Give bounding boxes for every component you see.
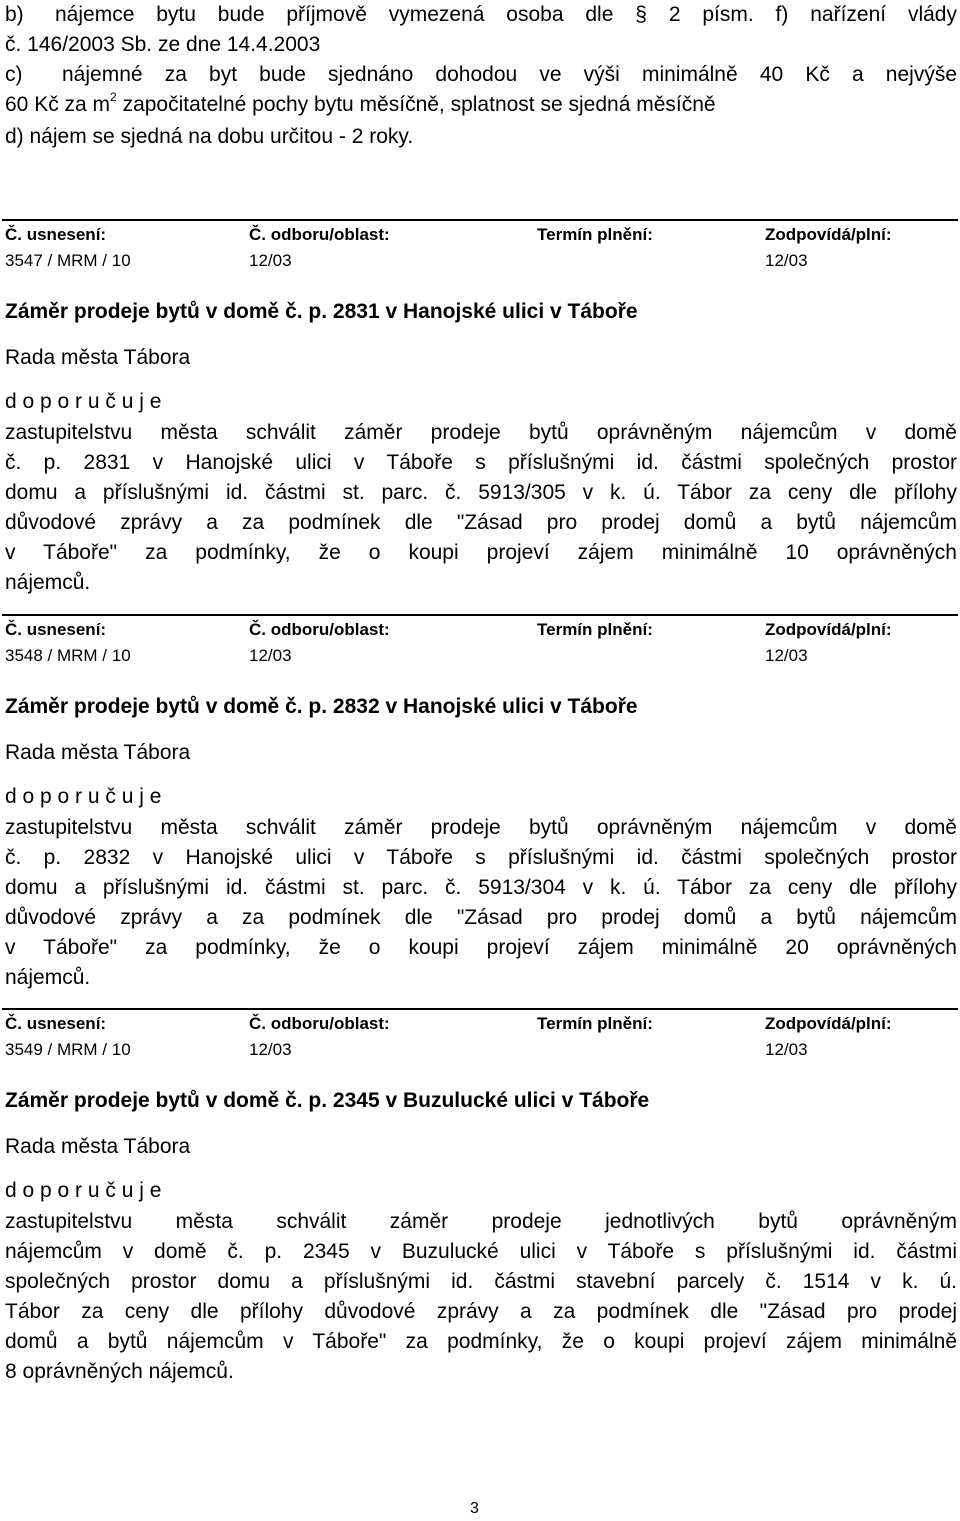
- resolution-header: Č. usnesení: Č. odboru/oblast: Termín plnění: Zodpovídá/plní:: [5, 620, 892, 639]
- resolution-header: Č. usnesení: Č. odboru/oblast: Termín plnění: Zodpovídá/plní:: [5, 225, 892, 244]
- resolution-title: Záměr prodeje bytů v domě č. p. 2832 v Hanojské ulici v Táboře: [5, 695, 638, 718]
- resolution-header: Č. usnesení: Č. odboru/oblast: Termín plnění: Zodpovídá/plní:: [5, 1014, 892, 1033]
- department-value: 12/03: [249, 1040, 292, 1059]
- recommendation-verb: d o p o r u č u j e: [5, 1179, 162, 1202]
- department-value: 12/03: [249, 251, 292, 270]
- resolution-block: [5, 614, 957, 993]
- section-sign: §: [635, 3, 647, 26]
- intro-conditions: [5, 0, 957, 152]
- resolution-text: zastupitelstvu města schválit záměr prodeje bytů oprávněným nájemcům v domě č. p. 2832 v Hanojské ulici v Táboře s příslušnými id. částmi společných prostor domu a příslušnými id. částmi st. parc. č. 5913/304 v k. ú. Tábor za ceny dle přílohy důvodové zprávy a za podmínek dle "Zásad pro prodej domů a bytů nájemcům v Táboře" za podmínky, že o koupi projeví zájem minimálně 20 oprávněných nájemců.: [5, 816, 957, 989]
- divider: [2, 614, 958, 616]
- council-name: Rada města Tábora: [5, 741, 191, 764]
- page-number: 3: [470, 1500, 479, 1517]
- divider: [2, 1008, 958, 1010]
- resolution-title: Záměr prodeje bytů v domě č. p. 2831 v Hanojské ulici v Táboře: [5, 300, 638, 323]
- resolution-block: [5, 1008, 957, 1387]
- department-value: 12/03: [249, 646, 292, 665]
- resolution-title: Záměr prodeje bytů v domě č. p. 2345 v Buzulucké ulici v Táboře: [5, 1089, 650, 1112]
- resolution-number: 3548 / MRM / 10: [5, 646, 131, 665]
- resolution-number: 3547 / MRM / 10: [5, 251, 131, 270]
- superscript: 2: [110, 90, 117, 104]
- council-name: Rada města Tábora: [5, 346, 191, 369]
- resolution-text: zastupitelstvu města schválit záměr prodeje jednotlivých bytů oprávněným nájemcům v domě č. p. 2345 v Buzulucké ulici v Táboře s příslušnými id. částmi společných prostor domu a příslušnými id. částmi stavební parcely č. 1514 v k. ú. Tábor za ceny dle přílohy důvodové zprávy a za podmínek dle "Zásad pro prodej domů a bytů nájemcům v Táboře" za podmínky, že o koupi projeví zájem minimálně 8 oprávněných nájemců.: [5, 1210, 957, 1383]
- responsible-value: 12/03: [765, 1040, 808, 1059]
- resolution-values: [5, 1040, 957, 1064]
- council-name: Rada města Tábora: [5, 1135, 191, 1158]
- resolution-values: [5, 646, 957, 670]
- condition-c-cont: 60 Kč za $m^2$ započitatelné pochy bytu měsíčně, splatnost se sjedná měsíčně: [5, 90, 716, 116]
- resolution-number: 3549 / MRM / 10: [5, 1040, 131, 1059]
- divider: [2, 219, 958, 221]
- condition-d: d) nájem se sjedná na dobu určitou - 2 roky.: [5, 125, 414, 148]
- resolution-values: [5, 251, 957, 275]
- responsible-value: 12/03: [765, 646, 808, 665]
- resolution-text: zastupitelstvu města schválit záměr prodeje bytů oprávněným nájemcům v domě č. p. 2831 v Hanojské ulici v Táboře s příslušnými id. částmi společných prostor domu a příslušnými id. částmi st. parc. č. 5913/305 v k. ú. Tábor za ceny dle přílohy důvodové zprávy a za podmínek dle "Zásad pro prodej domů a bytů nájemcům v Táboře" za podmínky, že o koupi projeví zájem minimálně 10 oprávněných nájemců.: [5, 421, 957, 594]
- condition-c: c) nájemné za byt bude sjednáno dohodou ve výši minimálně 40 Kč a nejvýše: [5, 63, 957, 86]
- condition-b: b) nájemce bytu bude příjmově vymezená osoba dle § 2 písm. f) nařízení vlády: [5, 3, 957, 26]
- resolution-block: [5, 219, 957, 598]
- condition-b-cont: č. 146/2003 Sb. ze dne 14.4.2003: [5, 33, 321, 56]
- recommendation-verb: d o p o r u č u j e: [5, 390, 162, 413]
- responsible-value: 12/03: [765, 251, 808, 270]
- recommendation-verb: d o p o r u č u j e: [5, 785, 162, 808]
